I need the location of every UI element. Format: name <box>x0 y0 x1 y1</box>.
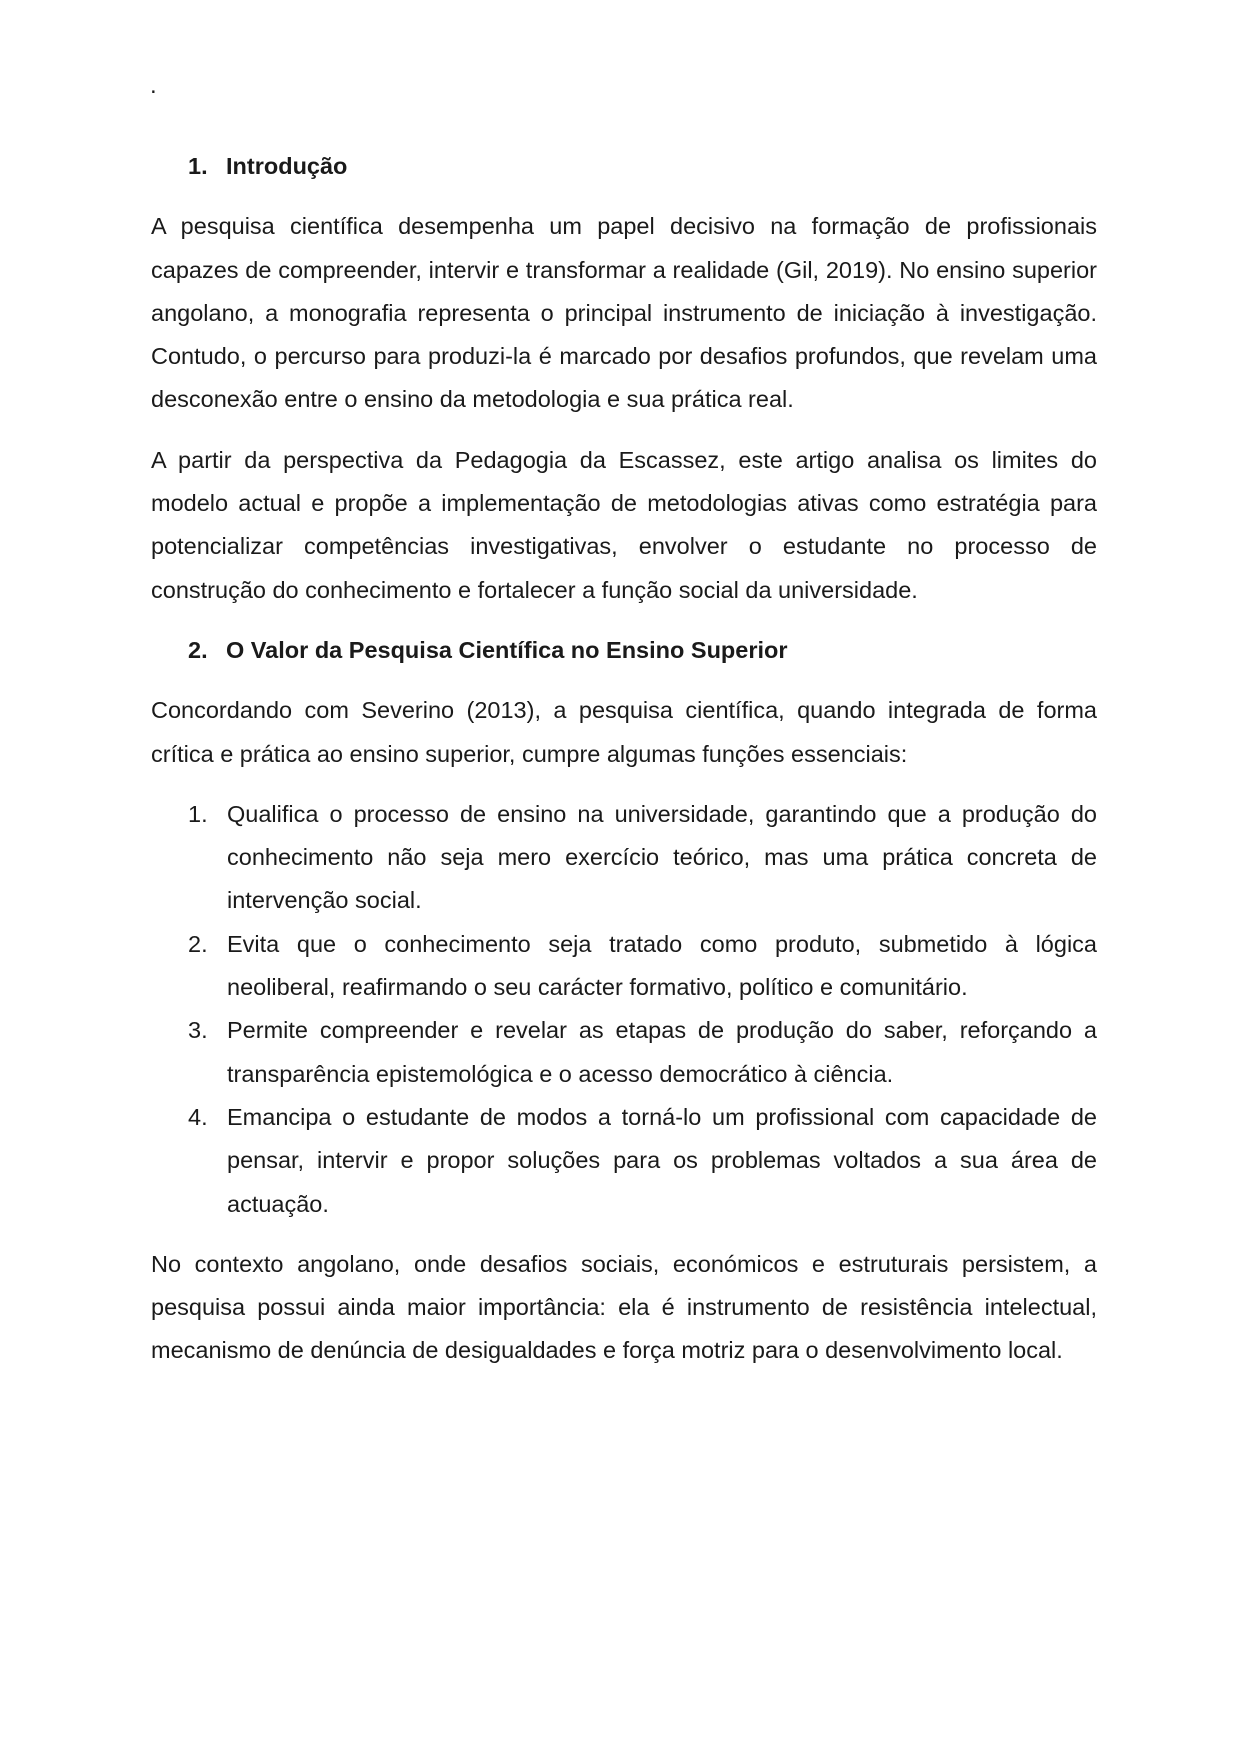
section-2-number: 2. <box>188 636 208 663</box>
list-item <box>151 793 1097 923</box>
section-1-title: Introdução <box>226 153 348 179</box>
list-item <box>151 1009 1097 1096</box>
section-1-number: 1. <box>188 153 208 179</box>
list-item-number: 2. <box>188 930 208 957</box>
section-2-closing: No contexto angolano, onde desafios sociais, económicos e estruturais persistem, a pesquisa possui ainda maior importância: ela é instrumento de resistência intelectual, mecanismo de denúncia de desigualdades e força motriz para o desenvolvimento local. <box>151 1250 1097 1364</box>
section-2-heading <box>151 629 1097 672</box>
section-2-title: O Valor da Pesquisa Científica no Ensino Superior <box>226 636 788 663</box>
list-item-text: Evita que o conhecimento seja tratado como produto, submetido à lógica neoliberal, reafirmando o seu carácter formativo, político e comunitário. <box>227 930 1097 1001</box>
intro-paragraph-1: A pesquisa científica desempenha um papel decisivo na formação de profissionais capazes de compreender, intervir e transformar a realidade (Gil, 2019). No ensino superior angolano, a monografia representa o principal instrumento de iniciação à investigação. Contudo, o percurso para produzi-la é marcado por desafios profundos, que revelam uma desconexão entre o ensino da metodologia e sua prática real. <box>151 213 1097 413</box>
top-mark: . <box>150 72 157 99</box>
section-1-heading <box>151 145 1097 188</box>
list-item <box>151 923 1097 1010</box>
list-item-number: 3. <box>188 1017 208 1044</box>
list-item-number: 1. <box>188 800 208 827</box>
document-body <box>151 145 1097 1390</box>
functions-list <box>151 793 1097 1226</box>
list-item-text: Permite compreender e revelar as etapas de produção do saber, reforçando a transparência epistemológica e o acesso democrático à ciência. <box>227 1017 1097 1087</box>
list-item <box>151 1096 1097 1226</box>
section-2-intro: Concordando com Severino (2013), a pesquisa científica, quando integrada de forma crítica e prática ao ensino superior, cumpre algumas funções essenciais: <box>151 697 1097 767</box>
list-item-number: 4. <box>188 1103 208 1130</box>
list-item-text: Emancipa o estudante de modos a torná-lo um profissional com capacidade de pensar, intervir e propor soluções para os problemas voltados a sua área de actuação. <box>227 1103 1097 1217</box>
intro-paragraph-2: A partir da perspectiva da Pedagogia da Escassez, este artigo analisa os limites do modelo actual e propõe a implementação de metodologias ativas como estratégia para potencializar competências investigativas, envolver o estudante no processo de construção do conhecimento e fortalecer a função social da universidade. <box>151 446 1097 603</box>
list-item-text: Qualifica o processo de ensino na universidade, garantindo que a produção do conhecimento não seja mero exercício teórico, mas uma prática concreta de intervenção social. <box>227 800 1097 914</box>
